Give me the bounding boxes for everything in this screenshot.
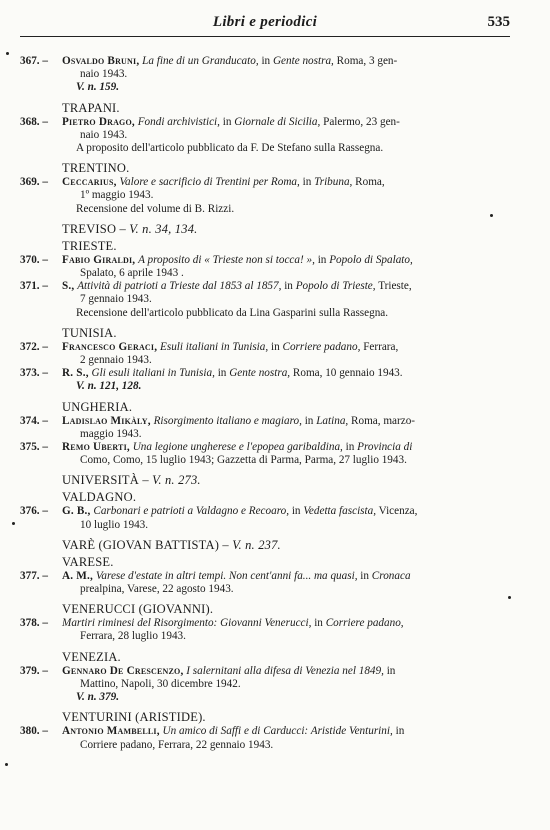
entry-title: Fondi archivistici, bbox=[137, 115, 220, 128]
entry-author: Remo Uberti, bbox=[62, 441, 130, 454]
bibliography-entry bbox=[20, 441, 510, 467]
entry-author: Ceccarius, bbox=[62, 176, 117, 189]
entry-place-date: Roma, 3 gen- bbox=[336, 55, 398, 67]
entry-number: 374. – bbox=[20, 414, 48, 427]
bibliography-entry bbox=[20, 341, 510, 367]
entry-title: Una legione ungherese e l'epopea garibaldina, bbox=[132, 441, 343, 454]
entry-continuation: Corriere padano, Ferrara, 22 gennaio 1943. bbox=[80, 738, 274, 751]
entry-periodical: Tribuna, bbox=[314, 176, 353, 189]
entry-note: Recensione del volume di B. Rizzi. bbox=[76, 202, 235, 215]
entry-periodical: Latina, bbox=[316, 414, 349, 427]
heading-text: VALDAGNO. bbox=[62, 490, 137, 505]
entry-connector: in bbox=[291, 505, 301, 518]
section-heading bbox=[62, 326, 510, 341]
entry-citation bbox=[62, 570, 510, 583]
entry-connector: in bbox=[345, 441, 355, 454]
entry-title: Martiri riminesi del Risorgimento: Giovanni Venerucci, bbox=[62, 617, 312, 630]
heading-text: VENEZIA. bbox=[62, 649, 121, 664]
entry-cross-reference: V. n. 159. bbox=[76, 81, 120, 94]
entry-place-date: Roma, marzo- bbox=[351, 414, 416, 427]
entry-number: 369. – bbox=[20, 176, 48, 189]
section-heading bbox=[62, 538, 510, 553]
entry-place-date: Ferrara, bbox=[363, 340, 399, 353]
bibliography-entry bbox=[20, 367, 510, 393]
print-speck bbox=[5, 763, 8, 766]
section-heading bbox=[62, 239, 510, 254]
cross-reference: V. n. 34, 134. bbox=[129, 221, 198, 236]
entry-cross-reference: V. n. 121, 128. bbox=[76, 380, 142, 393]
entry-number: 376. – bbox=[20, 505, 48, 518]
entry-citation bbox=[62, 176, 510, 189]
bibliography-entry bbox=[20, 415, 510, 441]
entry-citation bbox=[62, 254, 510, 267]
entry-connector: in bbox=[217, 367, 227, 380]
bibliography-entry bbox=[20, 116, 510, 156]
entry-place-date: Palermo, 23 gen- bbox=[323, 115, 400, 128]
entry-periodical: Giornale di Sicilia, bbox=[234, 115, 321, 128]
entry-connector: in bbox=[314, 617, 323, 630]
bibliography-entry bbox=[20, 570, 510, 596]
entry-author: Antonio Mambelli, bbox=[62, 725, 160, 738]
heading-text: VENTURINI (ARISTIDE). bbox=[62, 710, 206, 725]
entry-continuation: Spalato, 6 aprile 1943 . bbox=[80, 267, 184, 280]
entry-periodical: Gente nostra, bbox=[272, 55, 334, 67]
entry-number: 373. – bbox=[20, 367, 48, 380]
heading-text: VARESE. bbox=[62, 554, 114, 569]
entry-connector: in bbox=[317, 253, 327, 266]
entry-place-date: Roma, 10 gennaio 1943. bbox=[292, 367, 403, 380]
heading-text: UNGHERIA. bbox=[62, 399, 133, 414]
entry-author: G. B., bbox=[62, 505, 91, 518]
entry-citation bbox=[62, 116, 510, 129]
entry-author: Pietro Drago, bbox=[62, 115, 135, 128]
bibliography-entry bbox=[20, 725, 510, 751]
bibliography-entry bbox=[20, 617, 510, 643]
heading-text: TUNISIA. bbox=[62, 325, 117, 340]
heading-text: TRAPANI. bbox=[62, 100, 120, 115]
entry-title: Risorgimento italiano e magiaro, bbox=[153, 414, 302, 427]
entry-continuation: Mattino, Napoli, 30 dicembre 1942. bbox=[80, 677, 241, 690]
entry-periodical: Vedetta fascista, bbox=[303, 505, 377, 518]
entry-title: Carbonari e patrioti a Valdagno e Recoaro, bbox=[93, 505, 290, 518]
cross-reference: V. n. 273. bbox=[152, 473, 201, 488]
entry-author: Gennaro De Crescenzo, bbox=[62, 664, 184, 677]
entry-citation bbox=[62, 725, 510, 738]
section-heading bbox=[62, 650, 510, 665]
entry-title: Attività di patrioti a Trieste dal 1853 al 1857, bbox=[77, 280, 282, 293]
entry-citation bbox=[62, 341, 510, 354]
entry-number: 368. – bbox=[20, 115, 48, 128]
bibliography-entry bbox=[20, 176, 510, 216]
entry-author: S., bbox=[62, 280, 75, 293]
heading-text: TREVISO – bbox=[62, 221, 126, 236]
entry-continuation: maggio 1943. bbox=[80, 427, 142, 440]
entry-continuation: 1º maggio 1943. bbox=[80, 189, 154, 202]
entry-citation bbox=[62, 441, 510, 454]
running-title: Libri e periodici bbox=[212, 14, 318, 30]
running-header bbox=[20, 10, 510, 37]
heading-text: VARÈ (GIOVAN BATTISTA) – bbox=[62, 537, 229, 552]
entry-citation bbox=[62, 665, 510, 678]
entry-author: Fabio Giraldi, bbox=[62, 253, 136, 266]
bibliography-entry bbox=[20, 505, 510, 531]
section-heading bbox=[62, 602, 510, 617]
entry-connector: in bbox=[261, 55, 271, 67]
entry-citation bbox=[62, 367, 510, 380]
entry-title: Varese d'estate in altri tempi. Non cent'anni fa... ma quasi, bbox=[95, 569, 358, 582]
entry-continuation: naio 1943. bbox=[80, 128, 128, 141]
entry-place-date: Trieste, bbox=[378, 280, 412, 293]
entry-periodical: Cronaca bbox=[371, 569, 411, 582]
entry-title: I salernitani alla difesa di Venezia nel 1849, bbox=[186, 664, 384, 677]
entry-number: 380. – bbox=[20, 725, 48, 738]
section-heading bbox=[62, 473, 510, 488]
entry-number: 377. – bbox=[20, 569, 48, 582]
entry-citation bbox=[62, 617, 510, 630]
entry-continuation: 2 gennaio 1943. bbox=[80, 354, 152, 367]
entry-citation bbox=[62, 415, 510, 428]
entry-author: Ladislao Mikàly, bbox=[62, 414, 151, 427]
entry-continuation: naio 1943. bbox=[80, 68, 128, 81]
entry-cross-reference: V. n. 379. bbox=[76, 691, 120, 704]
entry-author: Francesco Geraci, bbox=[62, 340, 158, 353]
heading-text: VENERUCCI (GIOVANNI). bbox=[62, 602, 214, 617]
section-heading bbox=[62, 400, 510, 415]
section-heading bbox=[62, 710, 510, 725]
entry-title: Valore e sacrificio di Trentini per Roma, bbox=[119, 176, 300, 189]
page-number: 535 bbox=[487, 14, 510, 30]
entry-number: 375. – bbox=[20, 441, 48, 454]
entry-connector: in bbox=[304, 414, 314, 427]
entry-connector: in bbox=[284, 280, 293, 293]
bibliography-entry bbox=[20, 55, 510, 95]
entry-periodical: Corriere padano, bbox=[282, 340, 361, 353]
entry-periodical: Popolo di Trieste, bbox=[295, 280, 376, 293]
entry-citation bbox=[62, 505, 510, 518]
entry-periodical: Popolo di Spalato, bbox=[329, 253, 413, 266]
entry-periodical: Provincia di bbox=[357, 441, 413, 454]
heading-text: TRENTINO. bbox=[62, 161, 130, 176]
entry-continuation: 7 gennaio 1943. bbox=[80, 293, 152, 306]
entry-note: Recensione dell'articolo pubblicato da Lina Gasparini sulla Rassegna. bbox=[76, 306, 389, 319]
heading-text: TRIESTE. bbox=[62, 238, 117, 253]
print-speck bbox=[508, 596, 511, 599]
entry-title: Esuli italiani in Tunisia, bbox=[160, 340, 269, 353]
entry-connector: in bbox=[386, 664, 396, 677]
bibliography-entry bbox=[20, 280, 510, 320]
entry-continuation: prealpina, Varese, 22 agosto 1943. bbox=[80, 583, 234, 596]
entry-citation bbox=[62, 55, 510, 68]
print-speck bbox=[6, 52, 9, 55]
entry-title: A proposito di « Trieste non si tocca! », bbox=[138, 253, 315, 266]
entry-citation bbox=[62, 280, 510, 293]
section-heading bbox=[62, 490, 510, 505]
entry-number: 370. – bbox=[20, 253, 48, 266]
entry-connector: in bbox=[222, 115, 232, 128]
section-heading bbox=[62, 222, 510, 237]
section-heading bbox=[62, 101, 510, 116]
entry-place-date: Roma, bbox=[355, 176, 385, 189]
entry-connector: in bbox=[302, 176, 312, 189]
entry-note: A proposito dell'articolo pubblicato da F. De Stefano sulla Rassegna. bbox=[76, 142, 384, 155]
entry-author: R. S., bbox=[62, 367, 89, 380]
entry-continuation: Ferrara, 28 luglio 1943. bbox=[80, 630, 186, 643]
section-heading bbox=[62, 161, 510, 176]
bibliography-entry bbox=[20, 665, 510, 705]
entry-place-date: Vicenza, bbox=[378, 505, 418, 518]
entry-connector: in bbox=[270, 340, 280, 353]
bibliography-entry bbox=[20, 254, 510, 280]
section-heading bbox=[62, 555, 510, 570]
entry-connector: in bbox=[395, 725, 405, 738]
entry-title: Un amico di Saffi e di Carducci: Aristide Venturini, bbox=[162, 725, 393, 738]
entry-number: 367. – bbox=[20, 55, 48, 67]
entry-periodical: Corriere padano, bbox=[325, 617, 404, 630]
entry-periodical: Gente nostra, bbox=[229, 367, 291, 380]
entry-connector: in bbox=[360, 569, 369, 582]
cross-reference: V. n. 237. bbox=[232, 537, 281, 552]
bibliography-list bbox=[20, 55, 510, 752]
entry-number: 378. – bbox=[20, 617, 48, 630]
heading-text: UNIVERSITÀ – bbox=[62, 473, 149, 488]
entry-title: Gli esuli italiani in Tunisia, bbox=[91, 367, 215, 380]
print-speck bbox=[12, 522, 15, 525]
entry-author: A. M., bbox=[62, 569, 94, 582]
entry-continuation: 10 luglio 1943. bbox=[80, 518, 149, 531]
print-speck bbox=[490, 214, 493, 217]
entry-continuation: Como, Como, 15 luglio 1943; Gazzetta di Parma, Parma, 27 luglio 1943. bbox=[80, 454, 407, 467]
entry-number: 372. – bbox=[20, 340, 48, 353]
entry-title: La fine di un Granducato, bbox=[142, 55, 259, 67]
entry-number: 379. – bbox=[20, 664, 48, 677]
entry-author: Osvaldo Bruni, bbox=[62, 55, 140, 67]
entry-number: 371. – bbox=[20, 280, 48, 293]
